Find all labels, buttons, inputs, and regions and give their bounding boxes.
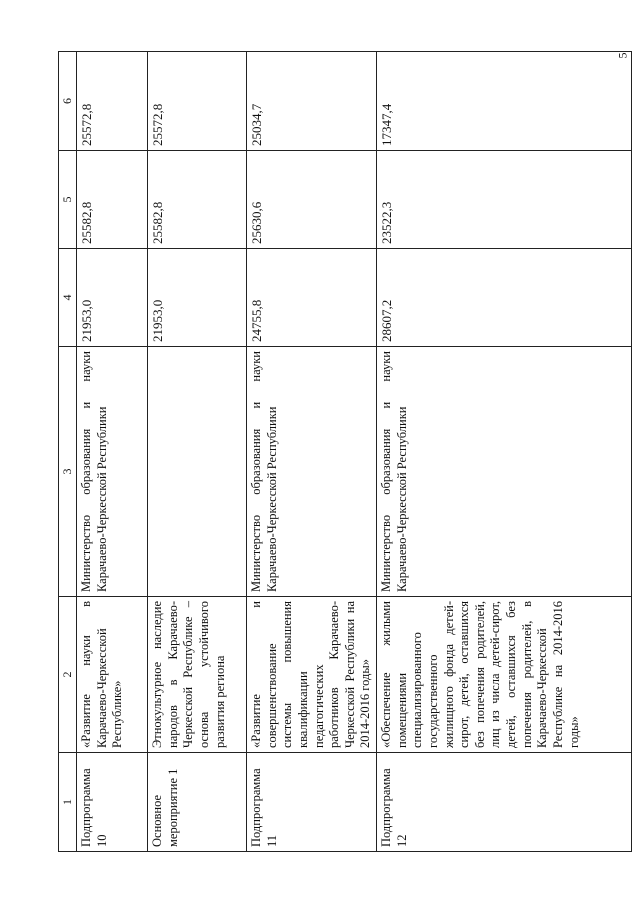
program-name-cell: Основное мероприятие 1 <box>148 753 247 852</box>
executor-cell: Министерство образования и науки Карачаево-Черкесской Республики <box>77 347 148 597</box>
value-2016-cell: 17347,4 <box>377 52 632 151</box>
value-2016-cell: 25572,8 <box>77 52 148 151</box>
value-2015-cell: 25630,6 <box>247 151 377 249</box>
value-2016-cell: 25034,7 <box>247 52 377 151</box>
program-title-cell: «Развитие науки в Карачаево-Черкесской Республике» <box>77 597 148 753</box>
executor-cell: Министерство образования и науки Карачаево-Черкесской Республики <box>377 347 632 597</box>
header-row <box>59 52 77 852</box>
table-row <box>148 52 247 852</box>
value-2014-cell: 21953,0 <box>77 249 148 347</box>
header-col-4: 4 <box>59 249 77 347</box>
header-col-6: 6 <box>59 52 77 151</box>
table-row <box>247 52 377 852</box>
value-2014-cell: 28607,2 <box>377 249 632 347</box>
header-col-2: 2 <box>59 597 77 753</box>
header-col-5: 5 <box>59 151 77 249</box>
table-row <box>377 52 632 852</box>
rotated-table-container <box>58 52 598 852</box>
value-2015-cell: 23522,3 <box>377 151 632 249</box>
program-name-cell: Подпрограмма 11 <box>247 753 377 852</box>
budget-table <box>58 51 632 852</box>
header-col-1: 1 <box>59 753 77 852</box>
program-title-cell: «Обеспечение жилыми помещениями специализированного государственного жилищного фонда детей-сирот, детей, оставшихся без попечения родителей, лиц из числа детей-сирот, детей, оставшихся без попечения родителей, в Карачаево-Черкесской Республике на 2014-2016 годы» <box>377 597 632 753</box>
executor-cell: Министерство образования и науки Карачаево-Черкесской Республики <box>247 347 377 597</box>
value-2015-cell: 25582,8 <box>148 151 247 249</box>
value-2015-cell: 25582,8 <box>77 151 148 249</box>
header-col-3: 3 <box>59 347 77 597</box>
value-2014-cell: 21953,0 <box>148 249 247 347</box>
table-row <box>77 52 148 852</box>
program-name-cell: Подпрограмма 12 <box>377 753 632 852</box>
page-number: 5 <box>615 52 630 59</box>
program-name-cell: Подпрограмма 10 <box>77 753 148 852</box>
value-2014-cell: 24755,8 <box>247 249 377 347</box>
program-title-cell: Этнокультурное наследие народов в Карачаево-Черкесской Республике – основа устойчивого развития региона <box>148 597 247 753</box>
program-title-cell: «Развитие и совершенствование системы повышения квалификации педагогических работников Карачаево-Черкесской Республики на 2014-2016 годы» <box>247 597 377 753</box>
executor-cell <box>148 347 247 597</box>
value-2016-cell: 25572,8 <box>148 52 247 151</box>
